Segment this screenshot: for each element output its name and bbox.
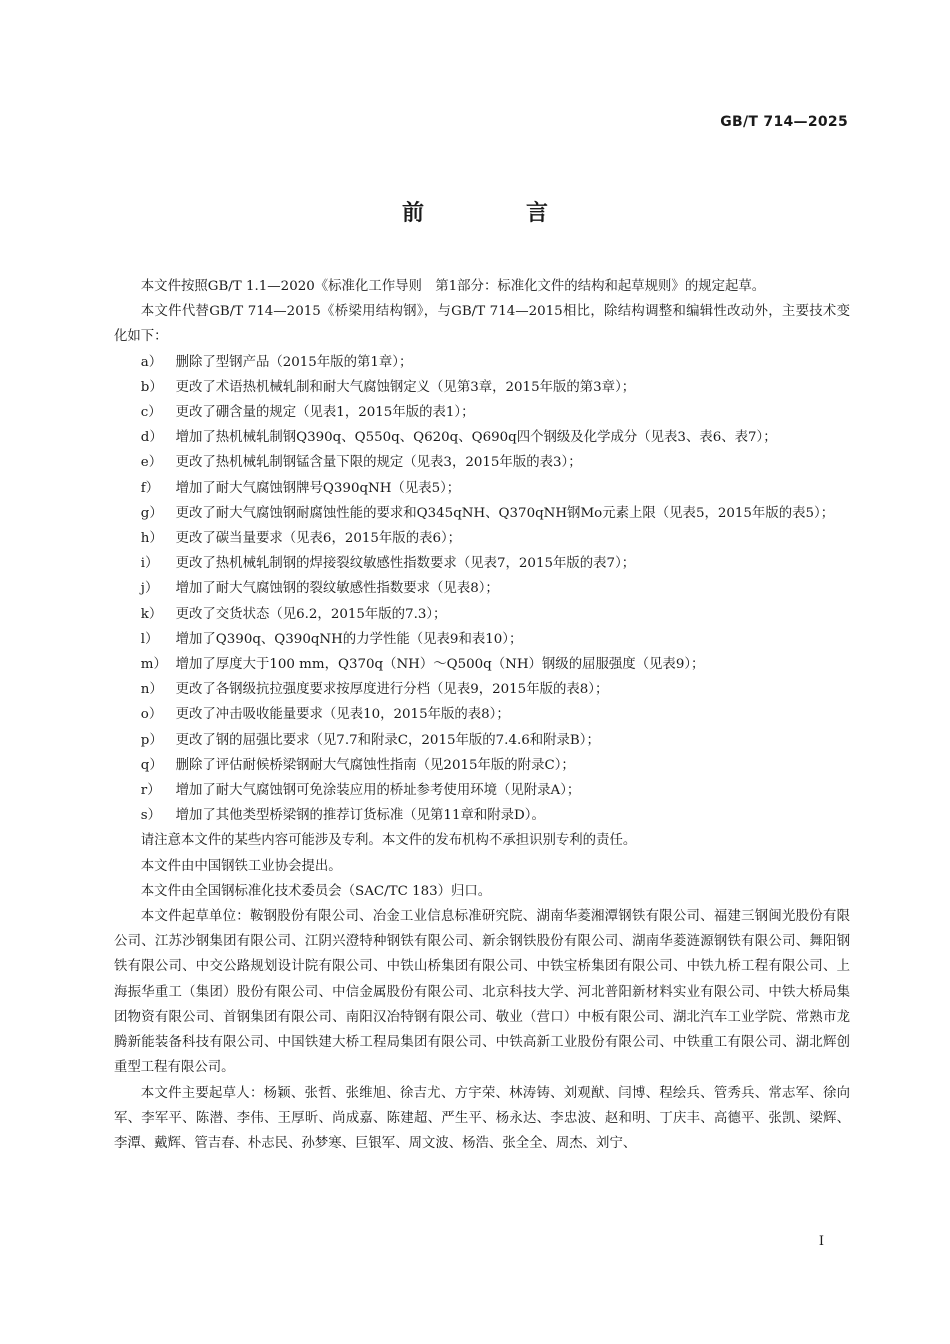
list-item-text: 更改了热机械轧制钢的焊接裂纹敏感性指数要求（见表7，2015年版的表7）； <box>175 556 636 572</box>
list-item <box>114 501 850 526</box>
list-marker: j） <box>140 581 159 597</box>
list-marker: d） <box>140 430 163 446</box>
committee-paragraph: 本文件由全国钢标准化技术委员会（SAC/TC 183）归口。 <box>140 883 492 899</box>
list-marker: s） <box>140 808 162 824</box>
list-marker: o） <box>140 707 163 723</box>
list-item <box>114 778 850 803</box>
list-item-text: 增加了Q390q、Q390qNH的力学性能（见表9和表10）； <box>175 631 523 647</box>
list-marker: f） <box>140 480 160 496</box>
list-item <box>114 350 850 375</box>
list-item-text: 更改了硼含量的规定（见表1，2015年版的表1）； <box>175 405 475 421</box>
list-marker: n） <box>140 682 163 698</box>
list-item <box>114 602 850 627</box>
list-item-text: 更改了交货状态（见6.2，2015年版的7.3）； <box>175 606 447 622</box>
list-item-text: 更改了各钢级抗拉强度要求按厚度进行分档（见表9，2015年版的表8）； <box>175 682 609 698</box>
drafting-units-paragraph: 本文件起草单位：鞍钢股份有限公司、冶金工业信息标准研究院、湖南华菱湘潭钢铁有限公司、福建三钢闽光股份有限公司、江苏沙钢集团有限公司、江阴兴澄特种钢铁有限公司、新余钢铁股份有限公司、湖南华菱涟源钢铁有限公司、舞阳钢铁有限公司、中交公路规划设计院有限公司、中铁山桥集团有限公司、中铁宝桥集团有限公司、中铁九桥工程有限公司、上海振华重工（集团）股份有限公司、中信金属股份有限公司、北京科技大学、河北普阳新材料实业有限公司、中铁大桥局集团物资有限公司、首钢集团有限公司、南阳汉冶特钢有限公司、敬业（营口）中板有限公司、湖北汽车工业学院、常熟市龙腾新能装备科技有限公司、中国铁建大桥工程局集团有限公司、中铁高新工业股份有限公司、中铁重工有限公司、湖北辉创重型工程有限公司。 <box>114 909 850 1076</box>
list-item <box>114 652 850 677</box>
list-item-text: 更改了钢的屈强比要求（见7.7和附录C，2015年版的7.4.6和附录B）； <box>175 732 600 748</box>
list-item-text: 更改了耐大气腐蚀钢耐腐蚀性能的要求和Q345qNH、Q370qNH钢Mo元素上限（见表5，2015年版的表5）； <box>175 505 835 521</box>
list-marker: r） <box>140 783 161 799</box>
list-item <box>114 476 850 501</box>
list-item <box>114 753 850 778</box>
page-number: I <box>818 1234 824 1249</box>
list-item <box>114 576 850 601</box>
list-item-text: 更改了冲击吸收能量要求（见表10，2015年版的表8）； <box>175 707 510 723</box>
list-marker: c） <box>140 405 162 421</box>
list-marker: a） <box>140 354 163 370</box>
list-item <box>114 526 850 551</box>
foreword-body <box>114 274 850 1156</box>
drafters-paragraph: 本文件主要起草人：杨颖、张哲、张维旭、徐吉尤、方宇荣、林涛铸、刘观猷、闫博、程绘兵、管秀兵、常志军、徐向军、李军平、陈潜、李伟、王厚昕、尚成嘉、陈建超、严生平、杨永达、李忠波、赵和明、丁庆丰、高德平、张凯、梁辉、李潭、戴辉、管吉春、朴志民、孙梦寒、巨银军、周文波、杨浩、张全全、周杰、刘宁、 <box>114 1085 850 1151</box>
list-item-text: 增加了厚度大于100 mm，Q370q（NH）～Q500q（NH）钢级的屈服强度（见表9）； <box>175 657 705 673</box>
list-marker: e） <box>140 455 163 471</box>
list-item-text: 删除了评估耐候桥梁钢耐大气腐蚀性指南（见2015年版的附录C）； <box>175 757 575 773</box>
changes-list <box>114 350 850 829</box>
list-item-text: 更改了碳当量要求（见表6，2015年版的表6）； <box>175 531 462 547</box>
list-item-text: 更改了热机械轧制钢锰含量下限的规定（见表3，2015年版的表3）； <box>175 455 582 471</box>
list-marker: p） <box>140 732 163 748</box>
list-marker: h） <box>140 531 163 547</box>
list-item <box>114 728 850 753</box>
list-item-text: 增加了耐大气腐蚀钢牌号Q390qNH（见表5）； <box>175 480 461 496</box>
list-marker: q） <box>140 757 163 773</box>
list-item-text: 增加了热机械轧制钢Q390q、Q550q、Q620q、Q690q四个钢级及化学成分（见表3、表6、表7）； <box>175 430 777 446</box>
list-item <box>114 375 850 400</box>
list-marker: k） <box>140 606 163 622</box>
proposer-paragraph: 本文件由中国钢铁工业协会提出。 <box>140 858 342 874</box>
list-item-text: 增加了其他类型桥梁钢的推荐订货标准（见第11章和附录D）。 <box>175 808 545 824</box>
list-item <box>114 400 850 425</box>
list-item <box>114 551 850 576</box>
list-item-text: 更改了术语热机械轧制和耐大气腐蚀钢定义（见第3章，2015年版的第3章）； <box>175 379 636 395</box>
list-item <box>114 450 850 475</box>
list-item <box>114 425 850 450</box>
page-title: 前 言 <box>401 201 588 226</box>
list-item-text: 增加了耐大气腐蚀钢的裂纹敏感性指数要求（见表8）； <box>175 581 499 597</box>
list-item-text: 增加了耐大气腐蚀钢可免涂装应用的桥址参考使用环境（见附录A）； <box>175 783 581 799</box>
list-marker: b） <box>140 379 163 395</box>
list-item-text: 删除了型钢产品（2015年版的第1章）； <box>175 354 413 370</box>
list-marker: m） <box>140 657 167 673</box>
list-item <box>114 627 850 652</box>
intro-paragraph: 本文件按照GB/T 1.1—2020《标准化工作导则 第1部分：标准化文件的结构和起草规则》的规定起草。 <box>140 279 766 294</box>
list-item <box>114 677 850 702</box>
standard-code: GB/T 714—2025 <box>720 114 848 130</box>
list-marker: l） <box>140 631 159 647</box>
list-marker: i） <box>140 556 159 572</box>
patent-notice: 请注意本文件的某些内容可能涉及专利。本文件的发布机构不承担识别专利的责任。 <box>140 833 637 849</box>
list-marker: g） <box>140 505 163 521</box>
list-item <box>114 803 850 828</box>
intro-paragraph: 本文件代替GB/T 714—2015《桥梁用结构钢》，与GB/T 714—2015相比，除结构调整和编辑性改动外，主要技术变化如下： <box>114 304 850 345</box>
list-item <box>114 702 850 727</box>
